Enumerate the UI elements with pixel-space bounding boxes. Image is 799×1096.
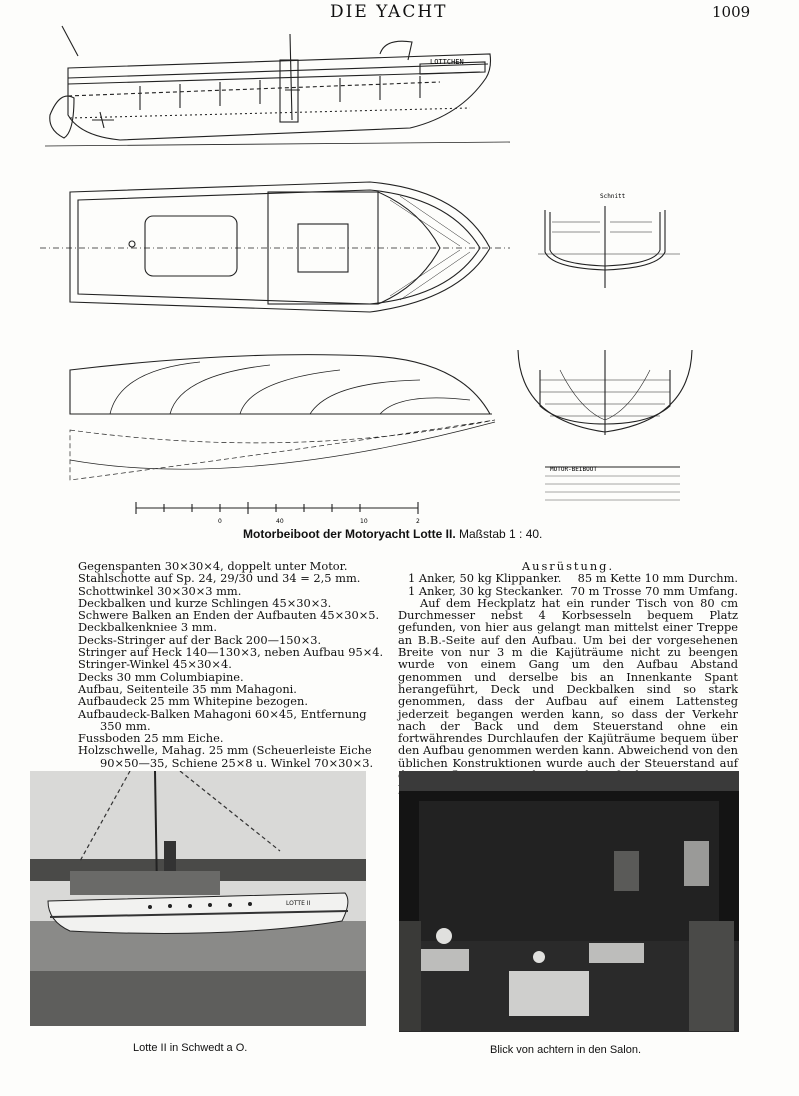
journal-title: DIE YACHT [330, 2, 448, 22]
scale-bar [136, 502, 418, 514]
motor-legend-title: MOTOR-BEIBOOT [550, 466, 597, 473]
spec-line: Decks 30 mm Columbiapine. [78, 669, 244, 684]
equipment-section [398, 560, 738, 794]
section-label: Schnitt [600, 193, 626, 200]
spec-line: Deckbalken und kurze Schlingen 45×30×3. [78, 595, 332, 610]
spec-line: Aufbaudeck 25 mm Whitepine bezogen. [78, 694, 308, 709]
photo-caption-right: Blick von achtern in den Salon. [490, 1044, 642, 1056]
page-number: 1009 [712, 3, 751, 21]
photo-yacht-lotte [30, 771, 366, 1026]
hull-name: LOTTE II [286, 900, 311, 907]
spec-line: Stahlschotte auf Sp. 24, 29/30 und 34 = 2,5 mm. [78, 571, 361, 586]
spec-line: Deckbalkenkniee 3 mm. [78, 620, 217, 635]
profile-label: LOTTCHEN [430, 58, 464, 66]
profile-view [45, 26, 510, 146]
spec-line: 350 mm. [100, 718, 151, 733]
spec-line: Holzschwelle, Mahag. 25 mm (Scheuerleiste Eiche [78, 743, 372, 758]
figure-caption [243, 527, 542, 541]
body-paragraph: Auf dem Heckplatz hat ein runder Tisch von 80 cm Durchmesser nebst 4 Korbsesseln bequem Platz gefunden, von hier aus gelangt man mittelst einer Treppe an B.B.-Seite auf den Aufbau. Um bei der vorgesehenen Breite von nur 3 m die Kajüträume nicht zu beengen wurde von einem Gang um den Aufbau Abstand genommen und derselbe bis an Innenkante Spant herangeführt, Deck und Deckbalken sind so stark genommen, dass der Aufbau auf einem Lattensteg jederzeit begangen werden kann, so dass der Verkehr nach der Back und dem Steuerstand ohne ein fortwährendes Durchlaufen der Kajüträume bequem über den Aufbau genommen werden kann. Abweichend von den üblichen Konstruktionen wurde auch der Steuerstand auf [398, 595, 738, 770]
spec-line: Decks-Stringer auf der Back 200—150×3. [78, 632, 322, 647]
spec-line: Stringer auf Heck 140—130×3, neben Aufbau 95×4. [78, 645, 384, 660]
scale-tick-1: 40 [276, 518, 284, 525]
boat-plan-drawing [40, 20, 760, 525]
plan-view [40, 182, 510, 312]
photo-caption-left: Lotte II in Schwedt a O. [133, 1042, 248, 1054]
spec-line: Stringer-Winkel 45×30×4. [78, 657, 232, 672]
scale-tick-0: 0 [218, 518, 222, 525]
figure-caption-scale: Maßstab 1 : 40. [459, 527, 543, 541]
figure-caption-title: Motorbeiboot der Motoryacht Lotte II. [243, 527, 456, 541]
section-view [538, 206, 680, 288]
spec-line: Gegenspanten 30×30×4, doppelt unter Motor. [78, 559, 348, 573]
photo-salon-interior [399, 771, 739, 1032]
spec-line: Schwere Balken an Enden der Aufbauten 45×30×5. [78, 608, 380, 623]
yacht-photo-image [30, 771, 366, 1026]
anchor-1: 1 Anker, 50 kg Klippanker. [408, 571, 562, 586]
spec-line: Fussboden 25 mm Eiche. [78, 731, 224, 746]
salon-photo-image [399, 771, 739, 1032]
lines-plan [70, 355, 495, 480]
spec-line: 90×50—35, Schiene 25×8 u. Winkel 70×30×3. [100, 755, 374, 770]
chain-1: 85 m Kette 10 mm Durchm. [577, 571, 738, 586]
anchor-2: 1 Anker, 30 kg Steckanker. [408, 583, 564, 598]
chain-2: 70 m Trosse 70 mm Umfang. [570, 583, 738, 598]
spec-line: Schottwinkel 30×30×3 mm. [78, 583, 242, 598]
scale-tick-3: 2 [416, 518, 420, 525]
equipment-heading: Ausrüstung. [521, 559, 615, 573]
equipment-row [398, 572, 738, 584]
scale-tick-2: 10 [360, 518, 368, 525]
body-plan [518, 350, 692, 435]
specification-list [78, 559, 384, 770]
spec-line: Aufbau, Seitenteile 35 mm Mahagoni. [78, 681, 297, 696]
spec-line: Aufbaudeck-Balken Mahagoni 60×45, Entfernung [78, 706, 367, 721]
